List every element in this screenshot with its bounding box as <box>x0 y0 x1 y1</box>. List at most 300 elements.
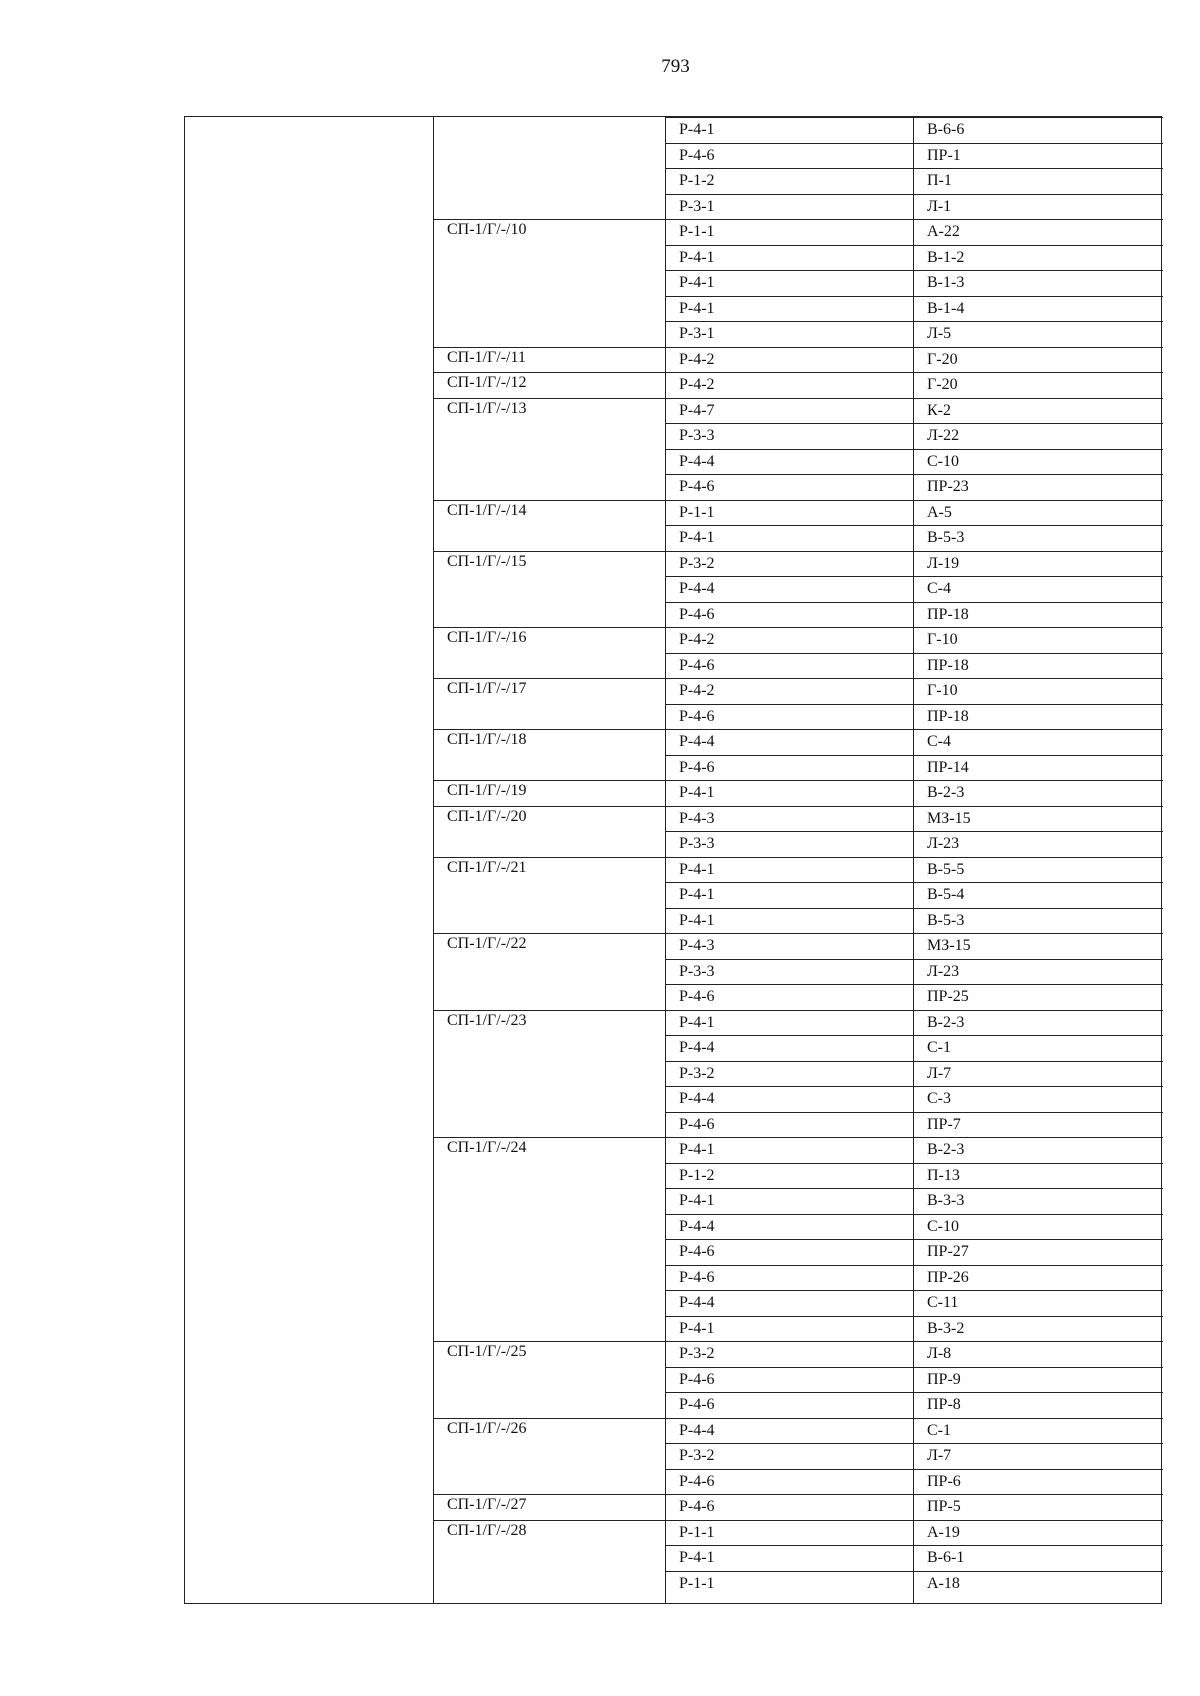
table-row <box>665 1290 1163 1315</box>
code-text: Р-4-2 <box>679 631 715 648</box>
ref-text: Л-5 <box>927 325 952 342</box>
group-label: СП-1/Г/-/21 <box>447 859 527 876</box>
ref-cell <box>913 1188 1163 1213</box>
ref-text: ПР-23 <box>927 478 969 495</box>
code-text: Р-4-6 <box>679 606 715 623</box>
ref-cell <box>913 1061 1163 1086</box>
code-cell <box>665 117 913 142</box>
code-cell <box>665 525 913 550</box>
group-label: СП-1/Г/-/16 <box>447 629 527 646</box>
code-cell <box>665 1137 913 1162</box>
code-cell <box>665 627 913 652</box>
ref-text: А-19 <box>927 1524 960 1541</box>
code-text: Р-4-6 <box>679 708 715 725</box>
code-cell <box>665 882 913 907</box>
ref-cell <box>913 500 1163 525</box>
code-text: Р-4-1 <box>679 886 715 903</box>
table-row <box>665 627 1163 652</box>
code-text: Р-3-1 <box>679 198 715 215</box>
ref-cell <box>913 1520 1163 1545</box>
ref-text: МЗ-15 <box>927 810 971 827</box>
code-text: Р-4-6 <box>679 1116 715 1133</box>
table-row <box>665 474 1163 499</box>
ref-text: С-1 <box>927 1422 951 1439</box>
ref-cell <box>913 1163 1163 1188</box>
code-cell <box>665 1035 913 1060</box>
group-label: СП-1/Г/-/12 <box>447 374 527 391</box>
code-cell <box>665 1239 913 1264</box>
code-cell <box>665 1316 913 1341</box>
code-text: Р-4-1 <box>679 121 715 138</box>
group-label: СП-1/Г/-/27 <box>447 1496 527 1513</box>
code-text: Р-1-1 <box>679 1575 715 1592</box>
code-text: Р-4-6 <box>679 759 715 776</box>
code-text: Р-4-1 <box>679 300 715 317</box>
code-cell <box>665 1290 913 1315</box>
code-cell <box>665 1112 913 1137</box>
group-label: СП-1/Г/-/25 <box>447 1343 527 1360</box>
ref-text: В-5-3 <box>927 912 965 929</box>
ref-text: В-1-3 <box>927 274 965 291</box>
group-divider <box>433 1010 665 1011</box>
group-label: СП-1/Г/-/11 <box>447 349 526 366</box>
ref-text: А-5 <box>927 504 952 521</box>
ref-text: В-2-3 <box>927 784 965 801</box>
document-table <box>184 116 1162 1604</box>
ref-cell <box>913 831 1163 856</box>
code-cell <box>665 984 913 1009</box>
ref-text: Г-10 <box>927 631 958 648</box>
ref-text: В-5-3 <box>927 529 965 546</box>
group-label: СП-1/Г/-/26 <box>447 1420 527 1437</box>
ref-cell <box>913 678 1163 703</box>
code-text: Р-3-2 <box>679 555 715 572</box>
group-divider <box>433 1341 665 1342</box>
code-text: Р-3-2 <box>679 1345 715 1362</box>
ref-cell <box>913 1418 1163 1443</box>
table-row <box>665 1010 1163 1035</box>
code-cell <box>665 194 913 219</box>
ref-cell <box>913 245 1163 270</box>
ref-cell <box>913 653 1163 678</box>
code-text: Р-1-1 <box>679 504 715 521</box>
code-text: Р-1-1 <box>679 223 715 240</box>
group-divider <box>433 729 665 730</box>
ref-text: А-18 <box>927 1575 960 1592</box>
ref-text: В-5-4 <box>927 886 965 903</box>
code-cell <box>665 653 913 678</box>
ref-cell <box>913 1443 1163 1468</box>
code-text: Р-4-6 <box>679 147 715 164</box>
code-cell <box>665 449 913 474</box>
table-row <box>665 933 1163 958</box>
ref-cell <box>913 729 1163 754</box>
table-row <box>665 1035 1163 1060</box>
page-number: 793 <box>661 56 690 77</box>
ref-cell <box>913 806 1163 831</box>
table-row <box>665 219 1163 244</box>
ref-cell <box>913 602 1163 627</box>
ref-cell <box>913 1341 1163 1366</box>
group-divider <box>433 1418 665 1419</box>
code-text: Р-1-2 <box>679 172 715 189</box>
code-cell <box>665 1571 913 1596</box>
code-cell <box>665 1392 913 1417</box>
group-divider <box>433 500 665 501</box>
ref-cell <box>913 1086 1163 1111</box>
code-cell <box>665 857 913 882</box>
code-cell <box>665 1214 913 1239</box>
table-row <box>665 1239 1163 1264</box>
group-label: СП-1/Г/-/14 <box>447 502 527 519</box>
ref-cell <box>913 143 1163 168</box>
group-label: СП-1/Г/-/22 <box>447 935 527 952</box>
table-row <box>665 1443 1163 1468</box>
group-divider <box>433 551 665 552</box>
ref-text: С-4 <box>927 733 951 750</box>
ref-text: МЗ-15 <box>927 937 971 954</box>
group-divider <box>433 780 665 781</box>
ref-text: Л-7 <box>927 1065 952 1082</box>
group-label: СП-1/Г/-/18 <box>447 731 527 748</box>
ref-cell <box>913 1392 1163 1417</box>
group-divider <box>433 219 665 220</box>
table-row <box>665 347 1163 372</box>
code-text: Р-1-2 <box>679 1167 715 1184</box>
table-row <box>665 1494 1163 1519</box>
code-cell <box>665 219 913 244</box>
group-label: СП-1/Г/-/23 <box>447 1012 527 1029</box>
code-cell <box>665 1163 913 1188</box>
ref-text: В-6-6 <box>927 121 965 138</box>
ref-cell <box>913 525 1163 550</box>
code-text: Р-4-1 <box>679 912 715 929</box>
ref-cell <box>913 1239 1163 1264</box>
group-label: СП-1/Г/-/10 <box>447 221 527 238</box>
ref-text: ПР-26 <box>927 1269 969 1286</box>
ref-text: В-2-3 <box>927 1014 965 1031</box>
ref-cell <box>913 1214 1163 1239</box>
ref-text: Л-8 <box>927 1345 952 1362</box>
code-text: Р-4-6 <box>679 1243 715 1260</box>
table-row <box>665 398 1163 423</box>
table-row <box>665 1367 1163 1392</box>
code-text: Р-4-2 <box>679 376 715 393</box>
group-label: СП-1/Г/-/20 <box>447 808 527 825</box>
code-text: Р-4-4 <box>679 1039 715 1056</box>
ref-text: Л-19 <box>927 555 960 572</box>
code-cell <box>665 704 913 729</box>
code-cell <box>665 602 913 627</box>
group-label: СП-1/Г/-/17 <box>447 680 527 697</box>
table-row <box>665 1418 1163 1443</box>
ref-cell <box>913 270 1163 295</box>
table-row <box>665 1137 1163 1162</box>
code-text: Р-4-2 <box>679 682 715 699</box>
table-row <box>665 755 1163 780</box>
code-cell <box>665 959 913 984</box>
ref-text: В-3-2 <box>927 1320 965 1337</box>
code-text: Р-4-6 <box>679 478 715 495</box>
table-row <box>665 1341 1163 1366</box>
ref-text: П-1 <box>927 172 952 189</box>
table-row <box>665 1086 1163 1111</box>
code-cell <box>665 398 913 423</box>
table-row <box>665 1112 1163 1137</box>
code-text: Р-3-1 <box>679 325 715 342</box>
table-row <box>665 959 1163 984</box>
ref-cell <box>913 321 1163 346</box>
code-text: Р-4-7 <box>679 402 715 419</box>
code-cell <box>665 423 913 448</box>
code-cell <box>665 908 913 933</box>
ref-cell <box>913 194 1163 219</box>
code-cell <box>665 372 913 397</box>
ref-cell <box>913 882 1163 907</box>
code-cell <box>665 576 913 601</box>
group-divider <box>433 347 665 348</box>
group-divider <box>433 372 665 373</box>
ref-text: В-6-1 <box>927 1549 965 1566</box>
code-text: Р-4-6 <box>679 1473 715 1490</box>
code-cell <box>665 347 913 372</box>
ref-text: П-13 <box>927 1167 960 1184</box>
code-cell <box>665 933 913 958</box>
group-label: СП-1/Г/-/24 <box>447 1139 527 1156</box>
code-text: Р-4-1 <box>679 529 715 546</box>
code-text: Р-3-3 <box>679 427 715 444</box>
ref-text: Л-22 <box>927 427 960 444</box>
group-label: СП-1/Г/-/28 <box>447 1522 527 1539</box>
ref-text: С-3 <box>927 1090 951 1107</box>
table-row <box>665 908 1163 933</box>
ref-cell <box>913 1367 1163 1392</box>
table-row <box>665 704 1163 729</box>
code-cell <box>665 474 913 499</box>
table-row <box>665 1163 1163 1188</box>
ref-text: С-10 <box>927 1218 959 1235</box>
code-cell <box>665 1341 913 1366</box>
ref-cell <box>913 984 1163 1009</box>
code-text: Р-4-4 <box>679 580 715 597</box>
table-row <box>665 831 1163 856</box>
table-row <box>665 1316 1163 1341</box>
ref-text: В-2-3 <box>927 1141 965 1158</box>
ref-cell <box>913 857 1163 882</box>
code-text: Р-4-1 <box>679 1320 715 1337</box>
group-divider <box>433 933 665 934</box>
ref-cell <box>913 551 1163 576</box>
table-row <box>665 729 1163 754</box>
code-text: Р-4-3 <box>679 810 715 827</box>
table-row <box>665 321 1163 346</box>
group-label: СП-1/Г/-/13 <box>447 400 527 417</box>
table-row <box>665 576 1163 601</box>
group-divider <box>433 806 665 807</box>
ref-cell <box>913 168 1163 193</box>
table-row <box>665 1214 1163 1239</box>
table-row <box>665 857 1163 882</box>
table-row <box>665 984 1163 1009</box>
ref-text: ПР-8 <box>927 1396 961 1413</box>
table-row <box>665 194 1163 219</box>
code-text: Р-4-1 <box>679 1549 715 1566</box>
code-cell <box>665 1188 913 1213</box>
table-row <box>665 245 1163 270</box>
code-text: Р-4-4 <box>679 1422 715 1439</box>
ref-text: Г-10 <box>927 682 958 699</box>
ref-cell <box>913 1137 1163 1162</box>
table-row <box>665 449 1163 474</box>
code-cell <box>665 500 913 525</box>
table-row <box>665 270 1163 295</box>
table-row <box>665 1265 1163 1290</box>
table-row <box>665 1520 1163 1545</box>
ref-text: К-2 <box>927 402 951 419</box>
code-cell <box>665 1086 913 1111</box>
ref-cell <box>913 372 1163 397</box>
code-text: Р-4-4 <box>679 733 715 750</box>
ref-cell <box>913 1035 1163 1060</box>
code-text: Р-4-1 <box>679 1192 715 1209</box>
group-divider <box>433 678 665 679</box>
code-text: Р-4-6 <box>679 1269 715 1286</box>
table-row <box>665 1061 1163 1086</box>
ref-text: С-10 <box>927 453 959 470</box>
code-text: Р-3-2 <box>679 1447 715 1464</box>
code-cell <box>665 1520 913 1545</box>
code-cell <box>665 831 913 856</box>
code-cell <box>665 296 913 321</box>
ref-cell <box>913 1290 1163 1315</box>
ref-text: Л-7 <box>927 1447 952 1464</box>
code-text: Р-4-1 <box>679 1141 715 1158</box>
table-row <box>665 1188 1163 1213</box>
code-text: Р-3-3 <box>679 963 715 980</box>
code-text: Р-4-1 <box>679 784 715 801</box>
ref-text: Л-23 <box>927 963 960 980</box>
ref-cell <box>913 576 1163 601</box>
ref-cell <box>913 1571 1163 1596</box>
group-label: СП-1/Г/-/19 <box>447 782 527 799</box>
code-text: Р-4-4 <box>679 1090 715 1107</box>
ref-cell <box>913 219 1163 244</box>
code-cell <box>665 755 913 780</box>
ref-cell <box>913 1494 1163 1519</box>
ref-text: Л-23 <box>927 835 960 852</box>
code-cell <box>665 1367 913 1392</box>
code-text: Р-4-1 <box>679 1014 715 1031</box>
code-text: Р-4-1 <box>679 861 715 878</box>
ref-cell <box>913 755 1163 780</box>
table-row <box>665 780 1163 805</box>
table-row <box>665 1571 1163 1596</box>
code-text: Р-4-2 <box>679 351 715 368</box>
ref-cell <box>913 780 1163 805</box>
ref-text: ПР-7 <box>927 1116 961 1133</box>
code-text: Р-4-4 <box>679 1294 715 1311</box>
ref-text: С-11 <box>927 1294 959 1311</box>
code-text: Р-4-4 <box>679 1218 715 1235</box>
table-row <box>665 168 1163 193</box>
ref-cell <box>913 959 1163 984</box>
table-row <box>665 1469 1163 1494</box>
table-row <box>665 143 1163 168</box>
table-row <box>665 423 1163 448</box>
code-cell <box>665 143 913 168</box>
code-cell <box>665 168 913 193</box>
ref-text: В-5-5 <box>927 861 965 878</box>
column-divider-1 <box>433 117 434 1603</box>
code-text: Р-4-1 <box>679 274 715 291</box>
ref-text: ПР-5 <box>927 1498 961 1515</box>
code-cell <box>665 1418 913 1443</box>
ref-cell <box>913 627 1163 652</box>
ref-cell <box>913 117 1163 142</box>
code-cell <box>665 1443 913 1468</box>
ref-cell <box>913 1112 1163 1137</box>
code-text: Р-4-6 <box>679 1371 715 1388</box>
ref-text: ПР-18 <box>927 708 969 725</box>
code-cell <box>665 1061 913 1086</box>
table-row <box>665 602 1163 627</box>
group-label: СП-1/Г/-/15 <box>447 553 527 570</box>
table-row <box>665 882 1163 907</box>
table-row <box>665 1545 1163 1570</box>
ref-text: ПР-18 <box>927 606 969 623</box>
code-text: Р-4-6 <box>679 988 715 1005</box>
group-divider <box>433 1137 665 1138</box>
ref-cell <box>913 1545 1163 1570</box>
code-cell <box>665 321 913 346</box>
group-divider <box>433 857 665 858</box>
code-cell <box>665 245 913 270</box>
code-cell <box>665 806 913 831</box>
ref-text: А-22 <box>927 223 960 240</box>
table-row <box>665 678 1163 703</box>
code-text: Р-4-6 <box>679 1498 715 1515</box>
ref-cell <box>913 1469 1163 1494</box>
ref-text: ПР-18 <box>927 657 969 674</box>
code-text: Р-4-4 <box>679 453 715 470</box>
code-text: Р-3-3 <box>679 835 715 852</box>
table-row <box>665 372 1163 397</box>
table-row <box>665 653 1163 678</box>
ref-cell <box>913 1316 1163 1341</box>
code-cell <box>665 678 913 703</box>
code-cell <box>665 1469 913 1494</box>
code-text: Р-4-6 <box>679 1396 715 1413</box>
table-row <box>665 806 1163 831</box>
ref-cell <box>913 704 1163 729</box>
ref-text: Г-20 <box>927 376 958 393</box>
ref-cell <box>913 1265 1163 1290</box>
code-text: Р-4-3 <box>679 937 715 954</box>
code-cell <box>665 780 913 805</box>
code-text: Р-4-1 <box>679 249 715 266</box>
ref-text: С-4 <box>927 580 951 597</box>
ref-cell <box>913 908 1163 933</box>
ref-cell <box>913 398 1163 423</box>
ref-text: С-1 <box>927 1039 951 1056</box>
code-text: Р-4-6 <box>679 657 715 674</box>
group-divider <box>433 1520 665 1521</box>
ref-cell <box>913 423 1163 448</box>
code-cell <box>665 1010 913 1035</box>
code-cell <box>665 270 913 295</box>
code-cell <box>665 1545 913 1570</box>
table-row <box>665 551 1163 576</box>
